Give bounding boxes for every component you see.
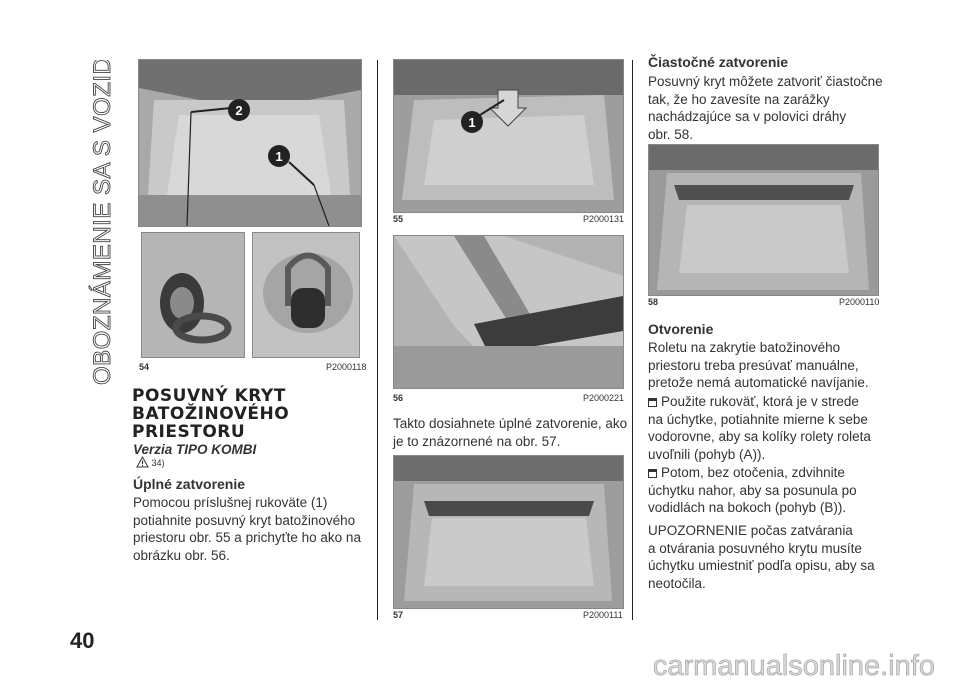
- paragraph-line: obrázku obr. 56.: [133, 547, 230, 563]
- figure-58: [648, 144, 879, 296]
- paragraph-line: potiahnite posuvný kryt batožinového: [133, 512, 356, 528]
- paragraph-line: je to znázornené na obr. 57.: [393, 433, 561, 449]
- paragraph-line: na úchytke, potiahnite mierne k sebe: [648, 411, 868, 427]
- section-heading-line: POSUVNÝ KRYT: [132, 386, 286, 406]
- column-divider: [377, 60, 378, 620]
- paragraph-line: úchytku nahor, aby sa posunula po: [648, 482, 857, 498]
- opening-paragraph: [648, 339, 869, 392]
- partial-closing-title: Čiastočné zatvorenie: [648, 54, 789, 70]
- bullet-item-1: [648, 393, 871, 463]
- figure-54-callout-2: 2: [235, 103, 243, 118]
- figure-54-number: 54: [139, 362, 150, 372]
- paragraph-line: Pomocou príslušnej rukoväte (1): [133, 495, 328, 510]
- section-heading: [132, 387, 289, 441]
- figure-54-callout-1: 1: [275, 149, 283, 164]
- full-closing-paragraph: [133, 494, 361, 564]
- paragraph-line: priestoru treba presúvať manuálne,: [648, 357, 859, 373]
- figure-58-number: 58: [648, 297, 659, 307]
- figure-56: [393, 235, 624, 389]
- figure-57-number: 57: [393, 610, 404, 620]
- bullet-icon: [648, 469, 657, 478]
- section-heading-line: BATOŽINOVÉHO: [132, 404, 290, 424]
- paragraph-line: tak, že ho zavesíte na zarážky: [648, 91, 830, 107]
- bullet-item-2: [648, 464, 857, 517]
- paragraph-line: neotočila.: [648, 575, 706, 591]
- chapter-side-title-text: OBOZNÁMENIE SA S VOZIDLOM: [89, 60, 116, 385]
- figure-55: [393, 59, 624, 213]
- warning-triangle-icon: [136, 456, 149, 468]
- paragraph-line: Takto dosiahnete úplné zatvorenie, ako: [393, 416, 628, 431]
- paragraph-line: obr. 58.: [648, 126, 694, 142]
- full-closing-title: Úplné zatvorenie: [133, 476, 246, 492]
- paragraph-line: pretože nemá automatické navíjanie.: [648, 375, 869, 390]
- chapter-side-title: [80, 60, 120, 390]
- column-divider: [632, 60, 633, 620]
- figure-54-code: P2000118: [326, 362, 367, 372]
- figure-54-detail-right: [252, 232, 360, 358]
- warning-paragraph: [648, 522, 875, 592]
- figure-55-code: P2000131: [583, 214, 625, 224]
- opening-title: Otvorenie: [648, 321, 714, 337]
- figure-55-callout-1: 1: [468, 115, 476, 130]
- footer-watermark: [0, 648, 960, 683]
- figure-54-main: [138, 59, 362, 227]
- paragraph-line: a otvárania posuvného krytu musíte: [648, 540, 862, 556]
- paragraph-line: nachádzajúce sa v polovici dráhy: [648, 109, 847, 124]
- paragraph-line: Posuvný kryt môžete zatvoriť čiastočne: [648, 74, 883, 89]
- warning-reference: [136, 456, 165, 468]
- paragraph-line: Použite rukoväť, ktorá je v strede: [661, 394, 859, 409]
- section-heading-line: PRIESTORU: [132, 422, 246, 442]
- page-number: 40: [70, 628, 95, 653]
- footer-watermark-text: carmanualsonline.info: [652, 650, 935, 682]
- version-subtitle: Verzia TIPO KOMBI: [133, 442, 257, 457]
- paragraph-line: Potom, bez otočenia, zdvihnite: [661, 465, 845, 480]
- figure-54-detail-left: [141, 232, 245, 358]
- paragraph-line: priestoru obr. 55 a prichyťte ho ako na: [133, 530, 361, 545]
- figure-56-code: P2000221: [583, 393, 625, 403]
- middle-paragraph: [393, 415, 627, 450]
- partial-closing-paragraph: [648, 73, 883, 143]
- bullet-icon: [648, 398, 657, 407]
- figure-57-code: P2000111: [583, 610, 623, 620]
- paragraph-line: vodorovne, aby sa kolíky rolety roleta: [648, 429, 871, 444]
- figure-56-number: 56: [393, 393, 404, 403]
- paragraph-line: vodidlách na bokoch (pohyb (B)).: [648, 500, 847, 515]
- paragraph-line: UPOZORNENIE počas zatvárania: [648, 523, 853, 538]
- figure-55-number: 55: [393, 214, 404, 224]
- warning-reference-number: 34): [151, 458, 165, 468]
- paragraph-line: uvoľnili (pohyb (A)).: [648, 446, 766, 462]
- figure-58-code: P2000110: [839, 297, 880, 307]
- figure-57: [393, 455, 624, 609]
- paragraph-line: úchytku umiestniť podľa opisu, aby sa: [648, 558, 875, 573]
- paragraph-line: Roletu na zakrytie batožinového: [648, 340, 841, 355]
